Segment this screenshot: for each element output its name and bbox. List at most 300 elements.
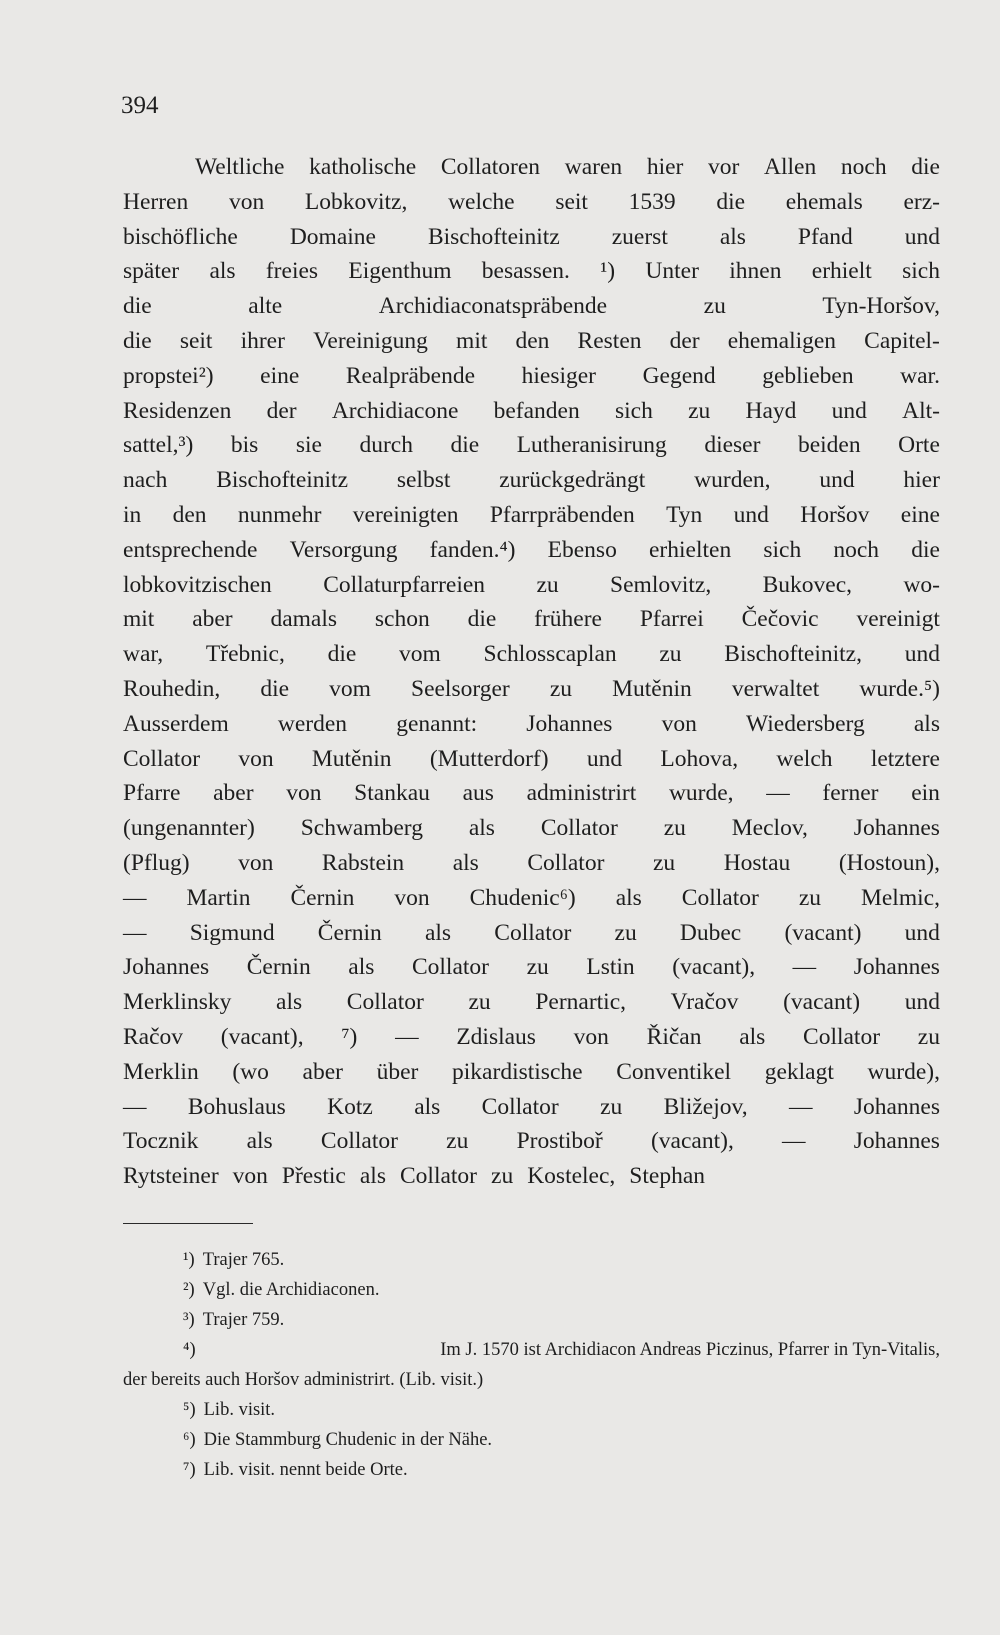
word: Řičan	[646, 1023, 702, 1050]
word: vom	[399, 641, 441, 668]
word: katholische	[309, 154, 417, 180]
word: Johannes	[853, 954, 940, 981]
word: Mutěnin	[612, 675, 692, 702]
word: Bukovec,	[762, 571, 853, 598]
word: —	[766, 780, 790, 807]
page-number: 394	[121, 92, 159, 119]
word: ehemaligen	[727, 327, 837, 354]
word: Bischofteinitz,	[724, 641, 862, 668]
word: hiesiger	[521, 362, 596, 389]
word: seit	[555, 188, 588, 215]
word: später	[123, 258, 180, 285]
text-line	[123, 950, 940, 985]
text-line	[123, 428, 940, 463]
footnote-marker: ²)	[183, 1280, 195, 1300]
text-line	[123, 324, 940, 359]
footnote-text: Im J. 1570 ist Archidiacon Andreas Piczinus, Pfarrer in Tyn-Vitalis,	[440, 1340, 940, 1360]
word: Collatoren	[440, 154, 541, 180]
word: ferner	[822, 780, 879, 807]
word: befanden	[493, 397, 580, 424]
word: zu	[600, 1093, 623, 1120]
word: (ungenannter)	[123, 815, 255, 842]
word: administrirt	[526, 780, 637, 807]
word: letztere	[870, 745, 940, 772]
footnotes	[123, 1245, 940, 1485]
word: Vračov	[670, 989, 739, 1016]
word: Melmic,	[860, 884, 940, 911]
word: Schwamberg	[300, 815, 423, 842]
word: als	[348, 954, 375, 981]
word: alte	[248, 293, 283, 320]
word: Chudenic⁶)	[469, 884, 576, 911]
text-line	[123, 394, 940, 429]
word: sie	[295, 432, 322, 459]
text-line	[123, 568, 940, 603]
word: die	[123, 293, 152, 320]
word: erz-	[903, 188, 940, 215]
word: in	[123, 501, 142, 528]
word: Třebnic,	[205, 641, 285, 668]
word: Hostau	[723, 849, 791, 876]
word: Mutěnin	[311, 745, 392, 772]
text-line	[123, 602, 940, 637]
footnote-text: Lib. visit. nennt beide Orte.	[203, 1460, 408, 1480]
word: —	[123, 884, 147, 911]
word: die	[327, 641, 357, 668]
word: aus	[462, 780, 494, 807]
word: die	[123, 327, 152, 354]
word: und	[819, 467, 855, 494]
word: zu	[614, 919, 637, 946]
word: Johannes	[123, 954, 210, 981]
word: von	[228, 188, 265, 215]
word: war.	[900, 362, 940, 389]
word: Rytsteiner	[123, 1163, 219, 1190]
word: sich	[902, 258, 940, 285]
text-line	[123, 985, 940, 1020]
word: (wo	[232, 1058, 269, 1085]
word: Sigmund	[189, 919, 275, 946]
word: Schlosscaplan	[483, 641, 617, 668]
word: Gegend	[642, 362, 716, 389]
word: Merklin	[123, 1058, 199, 1085]
word: zu	[526, 954, 549, 981]
footnote	[123, 1455, 940, 1485]
word: wurden,	[694, 467, 771, 494]
word: Stephan	[629, 1163, 706, 1190]
footnote-text: Trajer 765.	[202, 1250, 285, 1270]
text-line	[123, 150, 940, 185]
word: Semlovitz,	[610, 571, 712, 598]
word: Račov	[123, 1023, 184, 1050]
word: noch	[840, 154, 887, 180]
word: noch	[833, 536, 880, 563]
word: Alt-	[902, 397, 940, 424]
word: nach	[123, 467, 168, 494]
word: zu	[446, 1128, 469, 1155]
word: propstei²)	[123, 362, 214, 389]
word: erhielten	[648, 536, 732, 563]
word: geblieben	[762, 362, 854, 389]
word: Johannes	[853, 1128, 940, 1155]
footnote-text: Trajer 759.	[202, 1310, 285, 1330]
word: die	[260, 675, 290, 702]
footnote-marker: ⁶)	[183, 1430, 196, 1450]
text-line	[123, 916, 940, 951]
word: Prostiboř	[516, 1128, 603, 1155]
word: Archidiaconatspräbende	[378, 293, 608, 320]
word: wurde.⁵)	[859, 675, 940, 702]
word: zu	[491, 1163, 514, 1190]
word: pikardistische	[452, 1058, 583, 1085]
word: Domaine	[289, 223, 376, 250]
footnote-continuation: der bereits auch Horšov administrirt. (Lib. visit.)	[123, 1370, 484, 1390]
text-line	[123, 742, 940, 777]
word: Johannes	[526, 710, 613, 737]
footnote-text: Die Stammburg Chudenic in der Nähe.	[203, 1430, 493, 1450]
word: bis	[230, 432, 259, 459]
word: Vereinigung	[313, 327, 428, 354]
word: seit	[179, 327, 213, 354]
footnote-text: Lib. visit.	[203, 1400, 276, 1420]
word: wurde,	[668, 780, 734, 807]
footnote-marker: ¹)	[183, 1250, 195, 1270]
word: Pfarrpräbenden	[489, 501, 635, 528]
word: sich	[763, 536, 802, 563]
footnote-marker: ⁴)	[183, 1340, 196, 1360]
word: sich	[614, 397, 653, 424]
word: Tyn	[666, 501, 703, 528]
word: Lstin	[586, 954, 635, 981]
text-line	[123, 254, 940, 289]
word: Allen	[764, 154, 817, 180]
word: werden	[277, 710, 348, 737]
word: Ebenso	[547, 536, 617, 563]
footnote	[123, 1425, 940, 1455]
text-line	[123, 533, 940, 568]
word: erhielt	[811, 258, 872, 285]
word: (Mutterdorf)	[429, 745, 549, 772]
word: zu	[917, 1023, 940, 1050]
word: —	[788, 1093, 813, 1120]
word: bischöfliche	[123, 223, 238, 250]
word: von	[286, 780, 322, 807]
word: die	[911, 536, 940, 563]
word: Tocznik	[123, 1128, 199, 1155]
word: den	[515, 327, 550, 354]
word: Pfarre	[123, 780, 181, 807]
word: Collator	[346, 989, 424, 1016]
word: aber	[192, 606, 233, 633]
word: lobkovitzischen	[123, 571, 272, 598]
word: zu	[549, 675, 573, 702]
word: Černin	[290, 884, 355, 911]
footnote	[123, 1305, 940, 1335]
word: Capitel-	[864, 327, 940, 354]
word: und	[831, 397, 867, 424]
word: Collator	[527, 849, 605, 876]
text-line	[123, 1055, 940, 1090]
text-line	[123, 637, 940, 672]
word: als	[615, 884, 642, 911]
word: aber	[302, 1058, 343, 1085]
word: Weltliche	[195, 154, 285, 180]
word: Stankau	[354, 780, 430, 807]
word: Archidiacone	[331, 397, 459, 424]
word: zu	[663, 815, 686, 842]
word: der	[669, 327, 700, 354]
word: (vacant),	[650, 1128, 734, 1155]
word: Collator	[494, 919, 572, 946]
word: dieser	[704, 432, 761, 459]
footnote-marker: ³)	[183, 1310, 195, 1330]
word: als	[276, 989, 303, 1016]
word: und	[733, 501, 769, 528]
word: Zdislaus	[456, 1023, 536, 1050]
footnote-marker: ⁷)	[183, 1460, 196, 1480]
word: Hayd	[745, 397, 797, 424]
word: vereinigten	[352, 501, 459, 528]
body-text	[123, 150, 940, 1194]
word: Versorgung	[289, 536, 398, 563]
word: als	[913, 710, 940, 737]
word: Johannes	[853, 1093, 940, 1120]
word: durch	[359, 432, 413, 459]
word: genannt:	[396, 710, 478, 737]
footnote	[123, 1395, 940, 1425]
footnote	[123, 1275, 940, 1305]
word: Lutheranisirung	[516, 432, 667, 459]
word: Collator	[399, 1163, 478, 1190]
word: nunmehr	[237, 501, 322, 528]
word: Collator	[481, 1093, 559, 1120]
word: —	[123, 919, 147, 946]
word: und	[904, 641, 940, 668]
word: Merklinsky	[123, 989, 232, 1016]
word: zu	[798, 884, 821, 911]
text-line	[123, 185, 940, 220]
word: Kostelec,	[527, 1163, 616, 1190]
word: der	[266, 397, 297, 424]
word: Herren	[123, 188, 189, 215]
word: —	[123, 1093, 147, 1120]
word: zu	[688, 397, 711, 424]
word: geklagt	[764, 1058, 834, 1085]
word: zu	[652, 849, 676, 876]
word: mit	[123, 606, 155, 633]
text-line	[123, 1090, 940, 1125]
text-line	[123, 811, 940, 846]
word: freies	[265, 258, 319, 285]
word: Collator	[320, 1128, 398, 1155]
word: waren	[564, 154, 623, 180]
word: Lohova,	[660, 745, 739, 772]
word: von	[238, 849, 274, 876]
word: Martin	[186, 884, 251, 911]
word: ihrer	[240, 327, 285, 354]
word: die	[450, 432, 480, 459]
footnote-divider	[123, 1223, 253, 1224]
footnote-marker: ⁵)	[183, 1400, 196, 1420]
word: Bohuslaus	[187, 1093, 286, 1120]
word: als	[468, 815, 495, 842]
word: ein	[911, 780, 940, 807]
word: (Hostoun),	[838, 849, 940, 876]
word: von	[573, 1023, 609, 1050]
word: zu	[536, 571, 559, 598]
text-line	[123, 881, 940, 916]
word: hier	[646, 154, 684, 180]
word: vor	[708, 154, 740, 180]
word: Collator	[803, 1023, 881, 1050]
word: und	[904, 919, 940, 946]
word: Černin	[246, 954, 311, 981]
word: Rouhedin,	[123, 675, 221, 702]
word: Collator	[411, 954, 489, 981]
word: zuerst	[611, 223, 668, 250]
word: Eigenthum	[348, 258, 452, 285]
word: Collator	[681, 884, 759, 911]
word: Bischofteinitz	[427, 223, 560, 250]
text-line	[123, 1124, 940, 1159]
word: Seelsorger	[411, 675, 510, 702]
word: Horšov	[800, 501, 870, 528]
footnote-text: Vgl. die Archidiaconen.	[202, 1280, 380, 1300]
word: Johannes	[853, 815, 940, 842]
text-line	[123, 776, 940, 811]
word: Collaturpfarreien	[323, 571, 486, 598]
word: Unter	[645, 258, 699, 285]
word: Collator	[123, 745, 201, 772]
word: damals	[270, 606, 338, 633]
word: (vacant)	[783, 989, 861, 1016]
word: als	[414, 1093, 441, 1120]
word: Tyn-Horšov,	[822, 293, 940, 320]
word: zurückgedrängt	[499, 467, 646, 494]
word: und	[904, 223, 940, 250]
word: die	[716, 188, 746, 215]
word: (Pflug)	[123, 849, 190, 876]
text-line	[123, 1159, 940, 1194]
word: (vacant)	[784, 919, 862, 946]
word: fanden.⁴)	[429, 536, 516, 563]
word: über	[376, 1058, 419, 1085]
word: von	[661, 710, 697, 737]
word: beiden	[797, 432, 861, 459]
word: Wiedersberg	[746, 710, 865, 737]
word: Čečovic	[741, 606, 819, 633]
word: Kotz	[327, 1093, 373, 1120]
word: entsprechende	[123, 536, 258, 563]
word: vereinigt	[856, 606, 940, 633]
word: den	[172, 501, 207, 528]
text-line	[123, 846, 940, 881]
word: ihnen	[729, 258, 782, 285]
word: selbst	[396, 467, 451, 494]
word: und	[904, 989, 940, 1016]
word: welche	[448, 188, 515, 215]
word: von	[394, 884, 430, 911]
word: von	[232, 1163, 268, 1190]
word: Bližejov,	[663, 1093, 748, 1120]
word: als	[719, 223, 746, 250]
text-line	[123, 463, 940, 498]
footnote	[123, 1335, 940, 1365]
word: wurde),	[867, 1058, 940, 1085]
word: 1539	[628, 188, 676, 215]
word: (vacant),	[220, 1023, 304, 1050]
word: Lobkovitz,	[304, 188, 408, 215]
word: ⁷)	[341, 1023, 358, 1050]
word: Pfand	[797, 223, 853, 250]
word: (vacant),	[672, 954, 756, 981]
word: Pernartic,	[535, 989, 627, 1016]
word: besassen.	[481, 258, 570, 285]
word: mit	[456, 327, 488, 354]
word: —	[792, 954, 817, 981]
text-line	[123, 220, 940, 255]
word: verwaltet	[731, 675, 820, 702]
word: hier	[903, 467, 940, 494]
word: als	[246, 1128, 273, 1155]
word: als	[424, 919, 452, 946]
word: die	[467, 606, 497, 633]
word: Dubec	[679, 919, 742, 946]
word: ¹)	[600, 258, 616, 285]
word: Orte	[898, 432, 940, 459]
text-line	[123, 1020, 940, 1055]
word: vom	[329, 675, 371, 702]
footnote	[123, 1245, 940, 1275]
word: Bischofteinitz	[216, 467, 349, 494]
word: zu	[703, 293, 726, 320]
word: frühere	[534, 606, 602, 633]
text-line	[123, 707, 940, 742]
word: Resten	[577, 327, 642, 354]
word: welch	[776, 745, 833, 772]
word: Ausserdem	[123, 710, 229, 737]
text-line	[123, 672, 940, 707]
word: als	[739, 1023, 766, 1050]
word: als	[359, 1163, 386, 1190]
word: sattel,³)	[123, 432, 194, 459]
word: —	[395, 1023, 419, 1050]
word: und	[586, 745, 623, 772]
word: die	[911, 154, 940, 180]
word: zu	[659, 641, 682, 668]
word: Meclov,	[731, 815, 808, 842]
word: Přestic	[281, 1163, 346, 1190]
word: eine	[260, 362, 300, 389]
text-line	[123, 498, 940, 533]
text-line	[123, 289, 940, 324]
text-line	[123, 359, 940, 394]
word: zu	[468, 989, 491, 1016]
word: von	[238, 745, 274, 772]
word: Pfarrei	[639, 606, 704, 633]
word: Černin	[317, 919, 382, 946]
word: als	[209, 258, 236, 285]
word: Conventikel	[616, 1058, 732, 1085]
word: Residenzen	[123, 397, 232, 424]
word: als	[452, 849, 479, 876]
word: aber	[213, 780, 254, 807]
word: ehemals	[785, 188, 863, 215]
word: Realpräbende	[345, 362, 476, 389]
word: Collator	[540, 815, 618, 842]
word: schon	[374, 606, 430, 633]
word: —	[782, 1128, 806, 1155]
